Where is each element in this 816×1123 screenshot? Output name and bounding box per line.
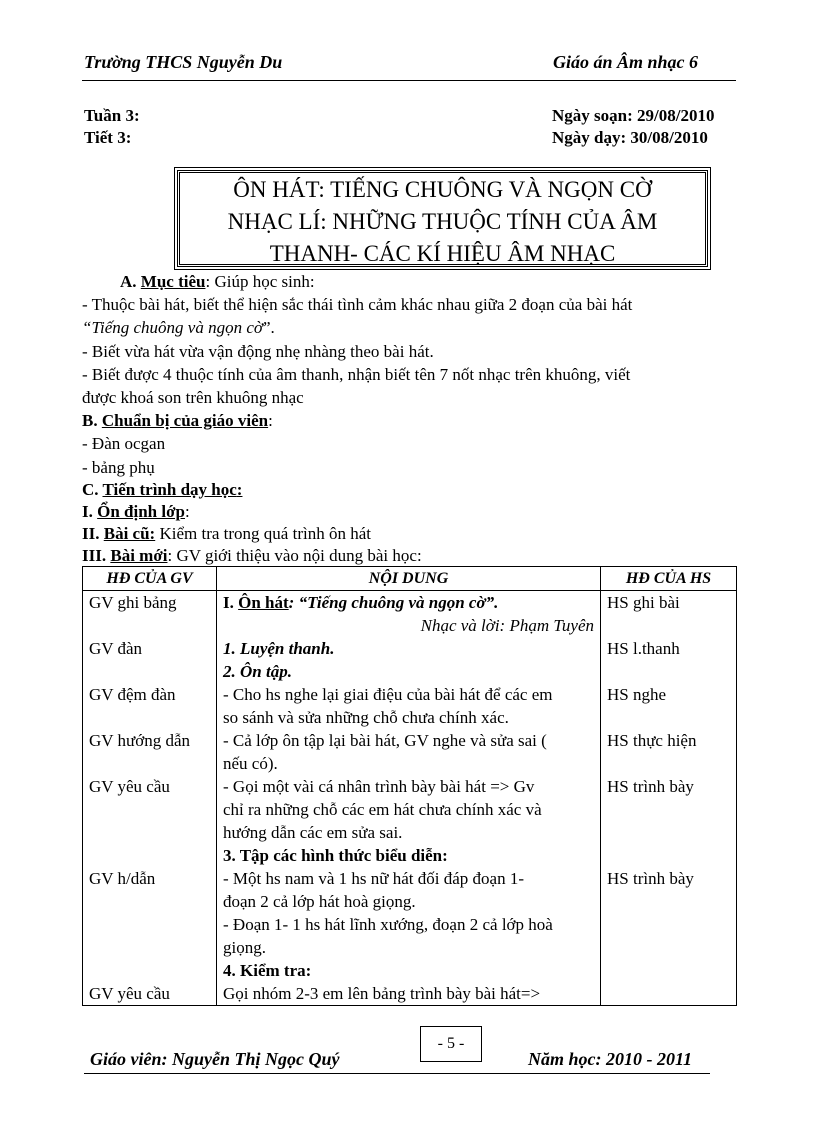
hs-r2: HS l.thanh bbox=[607, 639, 680, 658]
subject-title: Giáo án Âm nhạc 6 bbox=[553, 52, 699, 72]
objective-1: - Thuộc bài hát, biết thể hiện sắc thái tình cảm khác nhau giữa 2 đoạn của bài hát bbox=[82, 295, 633, 314]
table-row bbox=[83, 591, 737, 1006]
hs-r1: HS ghi bài bbox=[607, 593, 680, 612]
step-3-label: Bài mới bbox=[110, 546, 168, 565]
objective-3: - Biết được 4 thuộc tính của âm thanh, nhận biết tên 7 nốt nhạc trên khuông, viết bbox=[82, 365, 631, 384]
song-name: “Tiếng chuông và ngọn cờ bbox=[82, 318, 263, 337]
title-line-2: NHẠC LÍ: NHỮNG THUỘC TÍNH CỦA ÂM bbox=[227, 209, 658, 234]
prep-colon: : bbox=[268, 411, 273, 430]
step-3-text: : GV giới thiệu vào nội dung bài học: bbox=[167, 546, 422, 565]
content-line: - Đoạn 1- 1 hs hát lĩnh xướng, đoạn 2 cả lớp hoà bbox=[223, 915, 553, 934]
objectives-heading: Mục tiêu bbox=[140, 272, 206, 291]
content-line: nếu có). bbox=[223, 754, 278, 773]
content-cell bbox=[217, 591, 601, 1006]
gv-r5: GV yêu cầu bbox=[89, 777, 170, 796]
hs-cell bbox=[601, 591, 737, 1006]
gv-r1: GV ghi bảng bbox=[89, 593, 177, 612]
step-1-num: I. bbox=[82, 502, 98, 521]
process-heading-line bbox=[82, 478, 732, 502]
week-label: Tuần 3: bbox=[84, 106, 140, 125]
gv-cell bbox=[83, 591, 217, 1006]
hs-r5: HS trình bày bbox=[607, 777, 694, 796]
lesson-table bbox=[82, 566, 737, 1006]
content-line: chỉ ra những chỗ các em hát chưa chính xác và bbox=[223, 800, 542, 819]
table-bottom-row bbox=[83, 1006, 737, 1007]
period-label: Tiết 3: bbox=[84, 128, 132, 147]
objective-3-cont: được khoá son trên khuông nhạc bbox=[82, 388, 304, 407]
step-3-num: III. bbox=[82, 546, 111, 565]
step-2-num: II. bbox=[82, 524, 104, 543]
step-1 bbox=[82, 500, 732, 524]
objectives-intro: : Giúp học sinh: bbox=[205, 272, 315, 291]
gv-r3: GV đệm đàn bbox=[89, 685, 176, 704]
school-name: Trường THCS Nguyễn Du bbox=[84, 52, 283, 72]
content-line: Gọi nhóm 2-3 em lên bảng trình bày bài hát=> bbox=[223, 984, 541, 1003]
content-line: so sánh và sửa những chỗ chưa chính xác. bbox=[223, 708, 509, 727]
lesson-title-box bbox=[177, 170, 708, 267]
objectives-prefix: A. bbox=[120, 272, 141, 291]
objective-2: - Biết vừa hát vừa vận động nhẹ nhàng theo bài hát. bbox=[82, 342, 434, 361]
title-line-3: THANH- CÁC KÍ HIỆU ÂM NHẠC bbox=[269, 241, 616, 266]
objectives-heading-line bbox=[120, 270, 770, 294]
song-title: “Tiếng chuông và ngọn cờ”. bbox=[298, 593, 499, 612]
hs-r6: HS trình bày bbox=[607, 869, 694, 888]
hs-r4: HS thực hiện bbox=[607, 731, 697, 750]
gv-r4: GV hướng dẫn bbox=[89, 731, 190, 750]
section-num: I. bbox=[223, 593, 239, 612]
page-number: - 5 - bbox=[420, 1026, 482, 1062]
objective-1-cont bbox=[82, 316, 732, 340]
content-line: - Một hs nam và 1 hs nữ hát đối đáp đoạn 1- bbox=[223, 869, 525, 888]
prep-heading: Chuẩn bị của giáo viên bbox=[101, 411, 269, 430]
step-2 bbox=[82, 522, 732, 546]
content-line: giọng. bbox=[223, 938, 266, 957]
section-heading bbox=[223, 591, 594, 614]
process-prefix: C. bbox=[82, 480, 103, 499]
content-line: - Gọi một vài cá nhân trình bày bài hát => Gv bbox=[223, 777, 535, 796]
step-2-text: Kiểm tra trong quá trình ôn hát bbox=[155, 524, 371, 543]
step-3 bbox=[82, 544, 732, 568]
gv-r6: GV h/dẫn bbox=[89, 869, 156, 888]
process-heading: Tiến trình dạy học bbox=[102, 480, 237, 499]
composer: Nhạc và lời: Phạm Tuyên bbox=[420, 616, 594, 635]
process-colon: : bbox=[236, 480, 243, 499]
section-label: Ôn hát bbox=[238, 593, 289, 612]
section-colon: : bbox=[288, 593, 299, 612]
warmup-heading: 1. Luyện thanh. bbox=[223, 639, 335, 658]
content-line: hướng dẫn các em sửa sai. bbox=[223, 823, 403, 842]
step-2-label: Bài cũ: bbox=[103, 524, 156, 543]
gv-r7: GV yêu cầu bbox=[89, 984, 170, 1003]
prep-item-2: - bảng phụ bbox=[82, 458, 155, 477]
review-heading: 2. Ôn tập. bbox=[223, 662, 292, 681]
step-1-label: Ổn định lớp bbox=[97, 502, 185, 521]
header-student-activity: HĐ CỦA HS bbox=[601, 567, 737, 591]
header-rule bbox=[82, 80, 736, 81]
hs-r3: HS nghe bbox=[607, 685, 667, 704]
footer-rule bbox=[84, 1073, 710, 1074]
header-content: NỘI DUNG bbox=[217, 567, 601, 591]
content-line: - Cho hs nghe lại giai điệu của bài hát để các em bbox=[223, 685, 553, 704]
header-teacher-activity: HĐ CỦA GV bbox=[83, 567, 217, 591]
table-header-row bbox=[83, 567, 737, 591]
content-line: - Cả lớp ôn tập lại bài hát, GV nghe và sửa sai ( bbox=[223, 731, 547, 750]
teacher-name: Giáo viên: Nguyễn Thị Ngọc Quý bbox=[90, 1049, 340, 1069]
gv-r2: GV đàn bbox=[89, 639, 143, 658]
step-1-end: : bbox=[184, 502, 190, 521]
teach-date: Ngày dạy: 30/08/2010 bbox=[552, 128, 708, 147]
prep-heading-line bbox=[82, 409, 732, 433]
prep-item-1: - Đàn ocgan bbox=[82, 434, 166, 453]
school-year: Năm học: 2010 - 2011 bbox=[528, 1049, 692, 1069]
content-line: đoạn 2 cả lớp hát hoà giọng. bbox=[223, 892, 416, 911]
check-heading: 4. Kiểm tra: bbox=[223, 961, 312, 980]
song-name-end: ”. bbox=[262, 318, 275, 337]
title-line-1: ÔN HÁT: TIẾNG CHUÔNG VÀ NGỌN CỜ bbox=[233, 177, 652, 202]
prep-prefix: B. bbox=[82, 411, 102, 430]
prep-date: Ngày soạn: 29/08/2010 bbox=[552, 106, 715, 125]
performance-heading: 3. Tập các hình thức biểu diễn: bbox=[223, 846, 448, 865]
